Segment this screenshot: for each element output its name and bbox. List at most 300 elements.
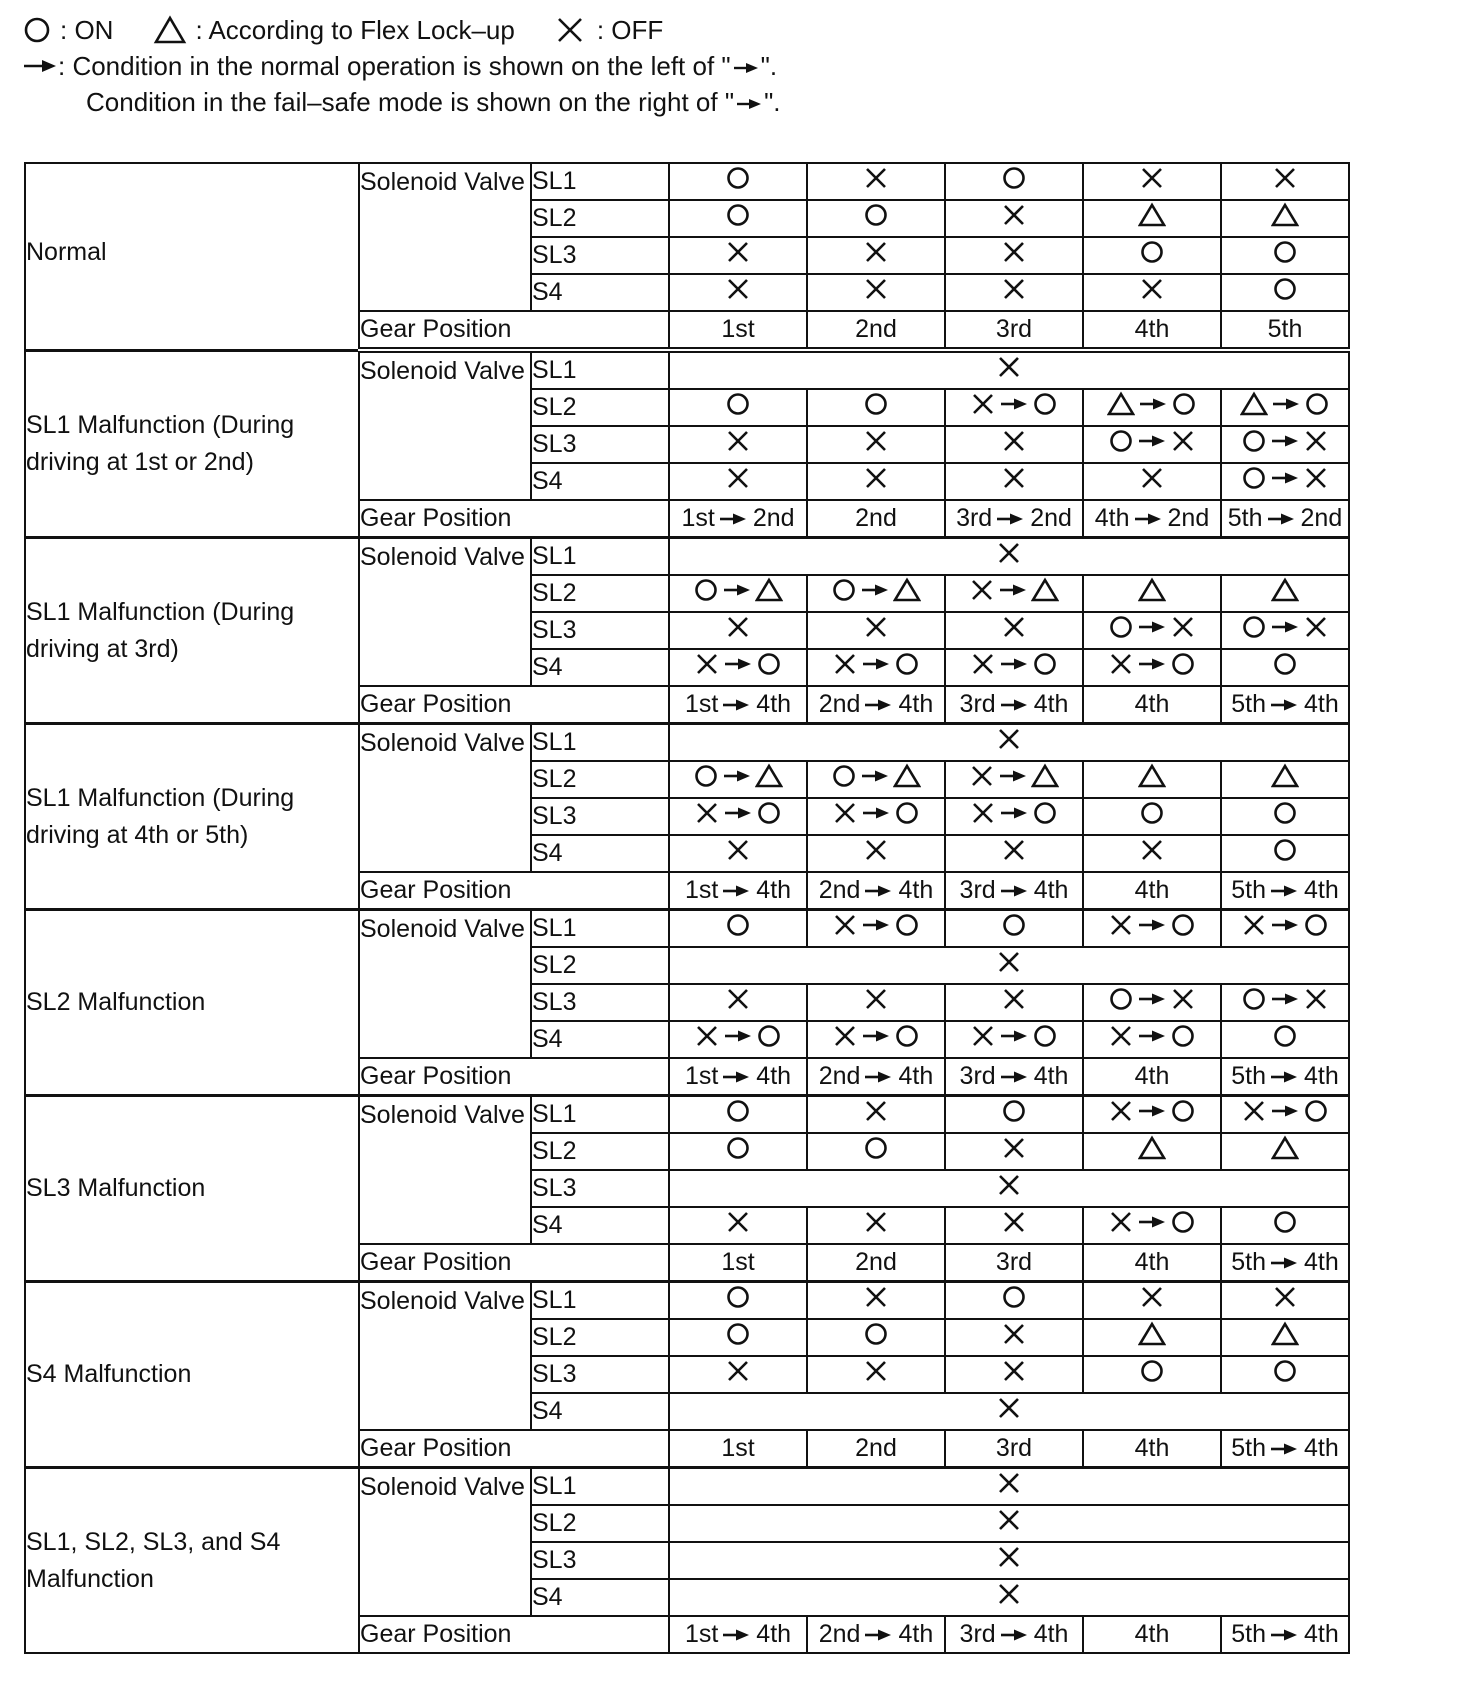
gear-cell	[1083, 1244, 1221, 1282]
spacer-cell	[1349, 686, 1447, 724]
solenoid-state-cell	[807, 835, 945, 872]
gear-position-label: Gear Position	[359, 686, 669, 724]
on-circle-icon	[756, 651, 782, 677]
solenoid-name: S4	[531, 1579, 669, 1616]
off-cross-icon	[996, 1507, 1022, 1533]
table-row	[25, 1282, 1447, 1320]
solenoid-state-cell	[1221, 1319, 1349, 1356]
on-circle-icon	[1001, 1284, 1027, 1310]
spacer-cell	[1349, 1430, 1447, 1468]
off-cross-icon	[1108, 1098, 1134, 1124]
arrow-icon	[864, 698, 892, 712]
condition-label: SL1 Malfunction (During driving at 3rd)	[25, 538, 359, 724]
solenoid-state-cell	[945, 798, 1083, 835]
gear-text: 2nd	[818, 690, 861, 718]
off-cross-icon	[996, 1544, 1022, 1570]
spacer-cell	[1349, 984, 1447, 1021]
arrow-icon	[1271, 620, 1299, 634]
on-circle-icon	[1108, 428, 1134, 454]
solenoid-state-cell	[669, 1542, 1349, 1579]
solenoid-name: SL3	[531, 237, 669, 274]
gear-text: 4th	[1134, 1434, 1170, 1462]
spacer-cell	[1349, 426, 1447, 463]
arrow-icon	[861, 769, 889, 783]
gear-cell	[669, 1430, 807, 1468]
on-circle-icon	[22, 15, 52, 45]
gear-cell	[669, 872, 807, 910]
on-circle-icon	[725, 391, 751, 417]
arrow-icon	[999, 769, 1027, 783]
gear-text: 2nd	[855, 1434, 897, 1462]
on-circle-icon	[725, 1135, 751, 1161]
gear-text: 4th	[1134, 315, 1170, 343]
off-cross-icon	[1170, 986, 1196, 1012]
solenoid-state-cell	[807, 274, 945, 311]
solenoid-state-cell	[669, 274, 807, 311]
on-circle-icon	[1272, 239, 1298, 265]
flex-triangle-icon	[153, 15, 187, 45]
gear-cell	[945, 1244, 1083, 1282]
solenoid-state-cell	[1083, 1207, 1221, 1244]
off-cross-icon	[832, 912, 858, 938]
gear-cell	[1083, 1058, 1221, 1096]
off-cross-icon	[1139, 465, 1165, 491]
gear-position-label: Gear Position	[359, 311, 669, 350]
solenoid-valve-label: Solenoid Valve	[359, 910, 531, 1059]
solenoid-state-cell	[807, 463, 945, 500]
solenoid-name: SL1	[531, 724, 669, 762]
spacer-cell	[1349, 1505, 1447, 1542]
spacer-cell	[1349, 389, 1447, 426]
arrow-icon	[1000, 884, 1028, 898]
on-circle-icon	[1272, 1209, 1298, 1235]
gear-cell	[1221, 872, 1349, 910]
gear-position-label: Gear Position	[359, 1058, 669, 1096]
on-circle-icon	[725, 1098, 751, 1124]
gear-text: 4th	[1304, 1434, 1339, 1462]
gear-text: 4th	[898, 690, 934, 718]
solenoid-name: SL3	[531, 984, 669, 1021]
solenoid-state-cell	[669, 724, 1349, 762]
gear-text: 2nd	[818, 1620, 861, 1648]
gear-text: 4th	[1134, 1248, 1170, 1276]
off-cross-icon	[1108, 1209, 1134, 1235]
gear-text: 1st	[684, 1620, 719, 1648]
arrow-icon	[724, 1029, 752, 1043]
on-circle-icon	[1303, 1098, 1329, 1124]
off-cross-icon	[1272, 1284, 1298, 1310]
gear-text: 4th	[756, 876, 792, 904]
solenoid-state-cell	[1221, 200, 1349, 237]
solenoid-state-cell	[1083, 389, 1221, 426]
arrow-icon	[1139, 397, 1167, 411]
gear-cell	[1083, 1616, 1221, 1653]
off-cross-icon	[863, 986, 889, 1012]
solenoid-state-cell	[945, 984, 1083, 1021]
solenoid-state-cell	[1083, 1096, 1221, 1134]
solenoid-state-cell	[1221, 426, 1349, 463]
solenoid-state-cell	[669, 761, 807, 798]
arrow-icon	[1138, 657, 1166, 671]
gear-text: 1st	[681, 504, 715, 532]
spacer-cell	[1349, 761, 1447, 798]
solenoid-state-cell	[1221, 1356, 1349, 1393]
arrow-icon	[864, 1070, 892, 1084]
arrow-icon	[733, 58, 759, 74]
spacer-cell	[1349, 575, 1447, 612]
flex-triangle-icon	[755, 577, 783, 603]
solenoid-state-cell	[1221, 1096, 1349, 1134]
on-circle-icon	[693, 763, 719, 789]
off-cross-icon	[1108, 1023, 1134, 1049]
on-circle-icon	[1032, 651, 1058, 677]
arrow-icon	[1000, 698, 1028, 712]
off-cross-icon	[996, 949, 1022, 975]
on-circle-icon	[1241, 614, 1267, 640]
arrow-icon	[1000, 397, 1028, 411]
gear-cell	[1083, 1430, 1221, 1468]
solenoid-state-cell	[669, 835, 807, 872]
on-circle-icon	[1139, 800, 1165, 826]
solenoid-name: SL2	[531, 1505, 669, 1542]
gear-text: 4th	[1134, 1062, 1170, 1090]
off-cross-icon	[1001, 202, 1027, 228]
arrow-icon	[1271, 1104, 1299, 1118]
on-circle-icon	[756, 800, 782, 826]
gear-text: 1st	[684, 690, 719, 718]
arrow-icon	[22, 57, 58, 75]
gear-text: 3rd	[959, 1620, 996, 1648]
solenoid-state-cell	[1083, 200, 1221, 237]
legend-arrow-line-failsafe	[22, 84, 781, 120]
solenoid-state-cell	[1083, 649, 1221, 686]
off-cross-icon	[1001, 986, 1027, 1012]
on-circle-icon	[1303, 912, 1329, 938]
flex-triangle-icon	[1031, 763, 1059, 789]
solenoid-state-cell	[669, 1133, 807, 1170]
gear-position-label: Gear Position	[359, 500, 669, 538]
gear-text: 3rd	[959, 876, 996, 904]
gear-text: 4th	[756, 1620, 792, 1648]
off-cross-icon	[863, 276, 889, 302]
gear-text: 4th	[1134, 876, 1170, 904]
spacer-cell	[1349, 1319, 1447, 1356]
off-cross-icon	[996, 540, 1022, 566]
solenoid-state-cell	[1083, 463, 1221, 500]
gear-text: 4th	[1033, 1620, 1069, 1648]
off-cross-icon	[1139, 837, 1165, 863]
spacer-cell	[1349, 350, 1447, 389]
spacer-cell	[1349, 798, 1447, 835]
gear-cell	[945, 686, 1083, 724]
solenoid-valve-label: Solenoid Valve	[359, 350, 531, 500]
solenoid-name: SL2	[531, 575, 669, 612]
arrow-icon	[996, 512, 1024, 526]
table-row	[25, 1096, 1447, 1134]
on-circle-icon	[894, 651, 920, 677]
solenoid-state-cell	[807, 761, 945, 798]
gear-cell	[945, 1616, 1083, 1653]
off-cross-icon	[969, 577, 995, 603]
solenoid-state-cell	[669, 649, 807, 686]
gear-cell	[669, 311, 807, 350]
arrow-icon	[1138, 434, 1166, 448]
spacer-cell	[1349, 1170, 1447, 1207]
solenoid-state-cell	[669, 200, 807, 237]
flex-triangle-icon	[1271, 1321, 1299, 1347]
on-circle-icon	[1032, 391, 1058, 417]
on-circle-icon	[863, 202, 889, 228]
gear-cell	[807, 686, 945, 724]
solenoid-state-cell	[807, 1356, 945, 1393]
solenoid-name: SL3	[531, 612, 669, 649]
solenoid-state-cell	[1221, 274, 1349, 311]
arrow-icon	[864, 884, 892, 898]
solenoid-name: S4	[531, 463, 669, 500]
solenoid-state-cell	[1083, 612, 1221, 649]
solenoid-state-cell	[669, 426, 807, 463]
flex-triangle-icon	[1138, 202, 1166, 228]
solenoid-state-cell	[669, 1207, 807, 1244]
off-cross-icon	[1170, 428, 1196, 454]
arrow-icon	[862, 1029, 890, 1043]
gear-text: 3rd	[995, 315, 1033, 343]
table-row	[25, 910, 1447, 948]
off-cross-icon	[863, 837, 889, 863]
table-row	[25, 163, 1447, 200]
off-cross-icon	[555, 15, 585, 45]
solenoid-state-cell	[807, 1319, 945, 1356]
off-cross-icon	[725, 428, 751, 454]
solenoid-state-cell	[1083, 761, 1221, 798]
off-cross-icon	[1303, 986, 1329, 1012]
solenoid-state-cell	[807, 389, 945, 426]
on-circle-icon	[1001, 1098, 1027, 1124]
arrow-icon	[862, 806, 890, 820]
condition-label: SL3 Malfunction	[25, 1096, 359, 1282]
arrow-icon	[1000, 1628, 1028, 1642]
flex-triangle-icon	[755, 763, 783, 789]
arrow-icon	[1272, 397, 1300, 411]
solenoid-state-cell	[669, 575, 807, 612]
off-cross-icon	[1303, 614, 1329, 640]
gear-text: 1st	[721, 1434, 755, 1462]
spacer-cell	[1349, 872, 1447, 910]
condition-group	[25, 163, 1447, 350]
gear-cell	[1221, 1430, 1349, 1468]
gear-text: 4th	[898, 1062, 934, 1090]
solenoid-state-cell	[1221, 649, 1349, 686]
flex-triangle-icon	[1271, 202, 1299, 228]
legend-off-label: : OFF	[596, 15, 664, 45]
solenoid-state-cell	[669, 538, 1349, 576]
gear-cell	[1083, 686, 1221, 724]
spacer-cell	[1349, 163, 1447, 200]
solenoid-state-cell	[807, 984, 945, 1021]
gear-text: 1st	[684, 1062, 719, 1090]
arrow-icon	[1000, 657, 1028, 671]
gear-text: 5th	[1231, 1248, 1266, 1276]
on-circle-icon	[725, 1284, 751, 1310]
spacer-cell	[1349, 1282, 1447, 1320]
arrow-icon	[722, 884, 750, 898]
on-circle-icon	[1304, 391, 1330, 417]
flex-triangle-icon	[1107, 391, 1135, 417]
on-circle-icon	[894, 912, 920, 938]
off-cross-icon	[1001, 837, 1027, 863]
on-circle-icon	[1241, 428, 1267, 454]
solenoid-state-cell	[807, 910, 945, 948]
gear-text: 4th	[1134, 1620, 1170, 1648]
arrow-icon	[864, 1628, 892, 1642]
solenoid-state-cell	[807, 1133, 945, 1170]
off-cross-icon	[970, 391, 996, 417]
on-circle-icon	[863, 1321, 889, 1347]
solenoid-state-cell	[1083, 426, 1221, 463]
on-circle-icon	[1032, 800, 1058, 826]
arrow-icon	[999, 583, 1027, 597]
condition-label: SL1 Malfunction (During driving at 4th or 5th)	[25, 724, 359, 910]
off-cross-icon	[1001, 1321, 1027, 1347]
on-circle-icon	[894, 1023, 920, 1049]
solenoid-name: SL1	[531, 1096, 669, 1134]
on-circle-icon	[1170, 1023, 1196, 1049]
on-circle-icon	[1241, 465, 1267, 491]
solenoid-state-cell	[945, 163, 1083, 200]
arrow-icon	[1000, 1029, 1028, 1043]
off-cross-icon	[725, 837, 751, 863]
gear-text: 4th	[898, 876, 934, 904]
table-row	[25, 1468, 1447, 1506]
arrow-icon	[1270, 1256, 1298, 1270]
solenoid-state-cell	[1083, 1282, 1221, 1320]
off-cross-icon	[1001, 239, 1027, 265]
arrow-icon	[724, 806, 752, 820]
solenoid-name: SL1	[531, 1468, 669, 1506]
gear-cell	[1221, 1244, 1349, 1282]
gear-cell	[807, 1430, 945, 1468]
gear-cell	[807, 311, 945, 350]
on-circle-icon	[1272, 800, 1298, 826]
off-cross-icon	[863, 1358, 889, 1384]
flex-triangle-icon	[1138, 577, 1166, 603]
solenoid-state-cell	[945, 1282, 1083, 1320]
solenoid-name: SL2	[531, 761, 669, 798]
gear-cell	[669, 686, 807, 724]
on-circle-icon	[725, 912, 751, 938]
on-circle-icon	[1170, 912, 1196, 938]
gear-text: 1st	[721, 315, 755, 343]
arrow-icon	[1271, 918, 1299, 932]
gear-cell	[1221, 500, 1349, 538]
on-circle-icon	[1001, 912, 1027, 938]
off-cross-icon	[1139, 276, 1165, 302]
table-row	[25, 350, 1447, 389]
off-cross-icon	[863, 1284, 889, 1310]
gear-text: 4th	[1304, 690, 1339, 718]
gear-cell	[1083, 311, 1221, 350]
arrow-icon	[736, 94, 762, 110]
gear-text: 4th	[1033, 1062, 1069, 1090]
off-cross-icon	[970, 800, 996, 826]
gear-text: 4th	[1304, 1062, 1339, 1090]
gear-text: 2nd	[752, 504, 795, 532]
on-circle-icon	[1171, 391, 1197, 417]
solenoid-state-cell	[807, 163, 945, 200]
arrow-icon	[1271, 992, 1299, 1006]
gear-position-label: Gear Position	[359, 1244, 669, 1282]
solenoid-state-cell	[945, 835, 1083, 872]
condition-label: SL1, SL2, SL3, and S4 Malfunction	[25, 1468, 359, 1654]
solenoid-state-cell	[1083, 1319, 1221, 1356]
arrow-icon	[723, 769, 751, 783]
gear-text: 4th	[756, 690, 792, 718]
legend-symbols	[22, 12, 781, 48]
gear-text: 4th	[1304, 1248, 1339, 1276]
solenoid-state-cell	[1221, 761, 1349, 798]
solenoid-state-cell	[1083, 575, 1221, 612]
flex-triangle-icon	[893, 577, 921, 603]
off-cross-icon	[863, 614, 889, 640]
solenoid-state-cell	[1221, 612, 1349, 649]
on-circle-icon	[725, 202, 751, 228]
solenoid-state-cell	[1083, 1356, 1221, 1393]
failsafe-table	[24, 162, 1448, 1654]
gear-text: 5th	[1231, 876, 1266, 904]
off-cross-icon	[694, 651, 720, 677]
on-circle-icon	[831, 763, 857, 789]
on-circle-icon	[725, 165, 751, 191]
gear-text: 4th	[1304, 876, 1339, 904]
solenoid-state-cell	[669, 1170, 1349, 1207]
flex-triangle-icon	[1271, 1135, 1299, 1161]
gear-cell	[1083, 500, 1221, 538]
solenoid-state-cell	[807, 798, 945, 835]
gear-text: 5th	[1227, 504, 1263, 532]
legend-arrow-line-normal	[22, 48, 781, 84]
on-circle-icon	[1272, 276, 1298, 302]
on-circle-icon	[863, 391, 889, 417]
gear-text: 5th	[1231, 1620, 1266, 1648]
arrow-icon	[1270, 1070, 1298, 1084]
solenoid-state-cell	[1083, 1133, 1221, 1170]
arrow-icon	[1138, 992, 1166, 1006]
solenoid-state-cell	[1221, 1133, 1349, 1170]
off-cross-icon	[725, 1358, 751, 1384]
gear-cell	[1221, 1616, 1349, 1653]
off-cross-icon	[1108, 912, 1134, 938]
solenoid-state-cell	[807, 575, 945, 612]
solenoid-state-cell	[807, 200, 945, 237]
arrow-icon	[862, 657, 890, 671]
off-cross-icon	[863, 428, 889, 454]
gear-text: 2nd	[855, 504, 897, 532]
arrow-icon	[724, 657, 752, 671]
gear-text: 4th	[1094, 504, 1130, 532]
off-cross-icon	[970, 1023, 996, 1049]
solenoid-state-cell	[669, 947, 1349, 984]
solenoid-name: S4	[531, 1393, 669, 1430]
condition-group	[25, 1282, 1447, 1468]
solenoid-state-cell	[669, 798, 807, 835]
arrow-icon	[1270, 884, 1298, 898]
gear-text: 2nd	[1167, 504, 1210, 532]
spacer-cell	[1349, 1207, 1447, 1244]
off-cross-icon	[725, 239, 751, 265]
solenoid-state-cell	[945, 1356, 1083, 1393]
legend	[22, 12, 781, 120]
flex-triangle-icon	[1031, 577, 1059, 603]
